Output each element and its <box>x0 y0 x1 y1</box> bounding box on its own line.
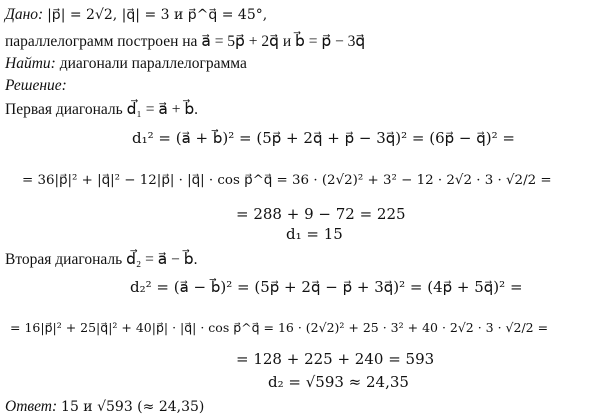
find-line <box>5 55 247 73</box>
solution-label: Решение: <box>5 77 67 94</box>
answer-line <box>5 398 204 416</box>
given-line <box>5 6 267 24</box>
diag1-eq1: d₁² = (a⃗ + b⃗)² = (5p⃗ + 2q⃗ + p⃗ − 3q⃗)² = (6p⃗ − q⃗)² = <box>132 129 515 147</box>
given-text: |p⃗| = 2√2, |q⃗| = 3 и p⃗^q⃗ = 45°, <box>47 7 268 23</box>
parallelogram-line: параллелограмм построен на a⃗ = 5p⃗ + 2q⃗ и b⃗ = p⃗ − 3q⃗ <box>5 33 366 50</box>
answer-text: 15 и √593 (≈ 24,35) <box>61 399 205 415</box>
find-label: Найти: <box>5 55 56 72</box>
find-text: диагонали параллелограмма <box>59 55 247 72</box>
diag2-eq3: = 128 + 225 + 240 = 593 <box>236 350 435 368</box>
given-label: Дано: <box>5 6 44 23</box>
diag2-intro: Вторая диагональ d⃗₂ = a⃗ − b⃗. <box>5 251 198 268</box>
diag1-result: d₁ = 15 <box>286 225 343 243</box>
diag2-result: d₂ = √593 ≈ 24,35 <box>268 373 409 391</box>
diag2-eq2: = 16|p⃗|² + 25|q⃗|² + 40|p⃗| · |q⃗| · cos p⃗^q⃗ = 16 · (2√2)² + 25 · 3² + 40 · 2√2 · 3 · √2/2 = <box>10 320 549 335</box>
diag1-eq3: = 288 + 9 − 72 = 225 <box>236 205 406 223</box>
answer-label: Ответ: <box>5 398 58 415</box>
diag1-eq2: = 36|p⃗|² + |q⃗|² − 12|p⃗| · |q⃗| · cos p⃗^q⃗ = 36 · (2√2)² + 3² − 12 · 2√2 · 3 · √2/2 = <box>22 173 552 188</box>
diag1-intro: Первая диагональ d⃗₁ = a⃗ + b⃗. <box>5 101 199 118</box>
diag2-eq1: d₂² = (a⃗ − b⃗)² = (5p⃗ + 2q⃗ − p⃗ + 3q⃗)² = (4p⃗ + 5q⃗)² = <box>130 278 523 296</box>
